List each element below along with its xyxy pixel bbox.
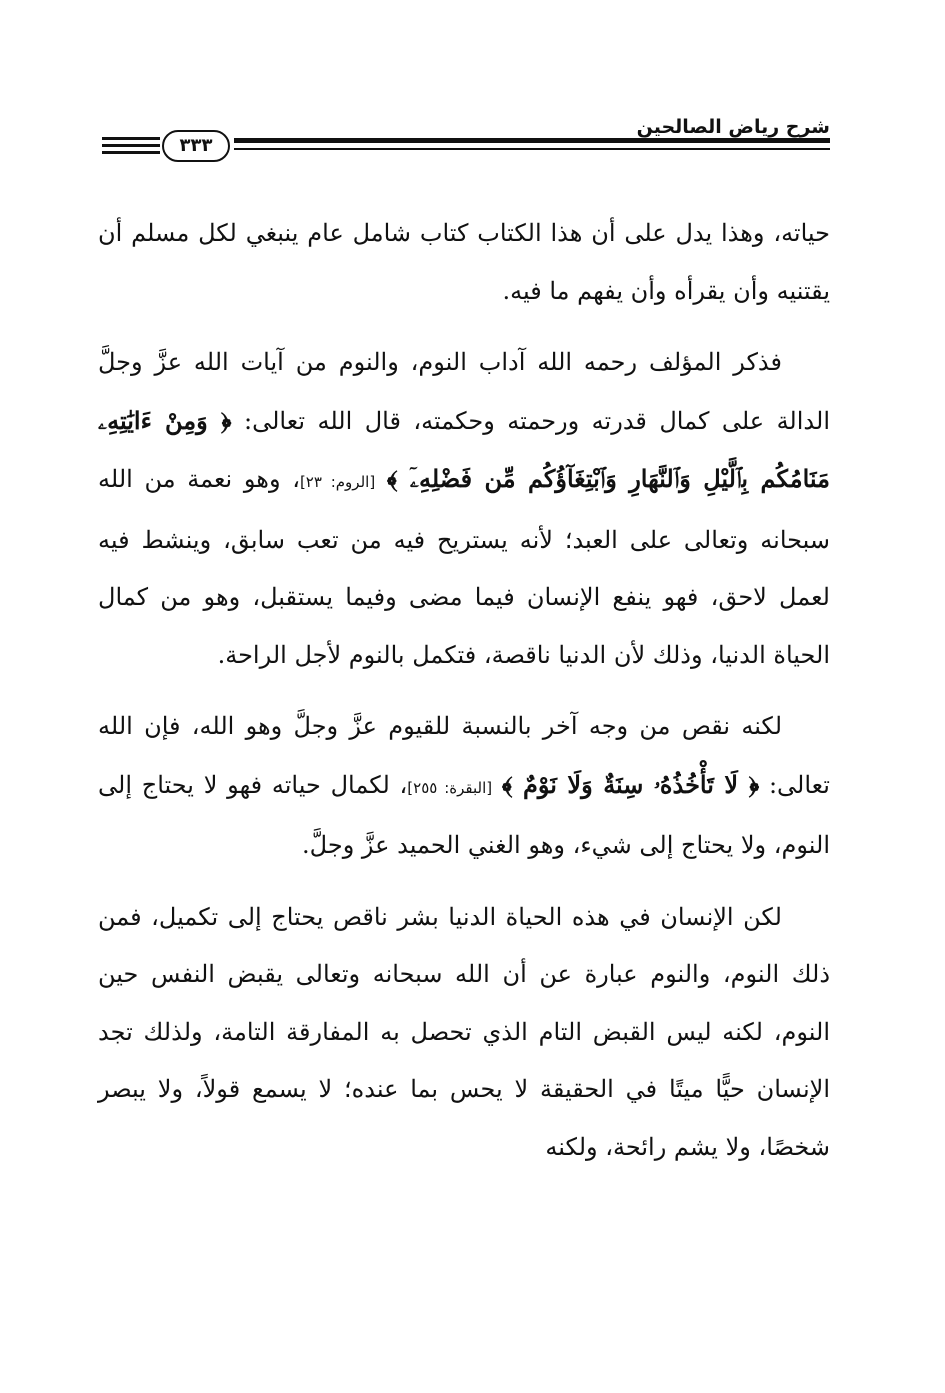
quran-verse-rum: ﴿ وَمِنْ ءَايَٰتِهِۦ مَنَامُكُم بِٱلَّيْلِ وَٱلنَّهَارِ وَٱبْتِغَآؤُكُم مِّن فَضْلِهِۦٓ ﴾ bbox=[98, 405, 830, 493]
page-body bbox=[98, 205, 830, 1190]
book-title: شرح رياض الصالحين bbox=[636, 116, 830, 138]
header-rule-right-2 bbox=[234, 148, 830, 150]
paragraph-3-rest: ، لكمال حياته فهو لا يحتاج إلى النوم، ولا يحتاج إلى شيء، وهو الغني الحميد عزَّ وجلَّ. bbox=[98, 770, 830, 859]
header-rule-left-3 bbox=[102, 151, 160, 154]
header-rule-left-2 bbox=[102, 144, 160, 147]
paragraph-1: حياته، وهذا يدل على أن هذا الكتاب كتاب شامل عام ينبغي لكل مسلم أن يقتنيه وأن يقرأه وأن يفهم ما فيه. bbox=[98, 219, 831, 305]
paragraph-4: لكن الإنسان في هذه الحياة الدنيا بشر ناقص يحتاج إلى تكميل، فمن ذلك النوم، والنوم عبارة عن أن الله سبحانه وتعالى يقبض النفس حين النوم، لكنه ليس القبض التام الذي تحصل به المفارقة التامة، ولذلك تجد الإنسان حيًّا ميتًا في الحقيقة لا يحس بما عنده؛ لا يسمع قولاً، ولا يبصر شخصًا، ولا يشم رائحة، ولكنه bbox=[98, 902, 830, 1161]
paragraph-2-intro: فذكر المؤلف رحمه الله آداب النوم، والنوم من آيات الله عزَّ وجلَّ الدالة على كمال قدرته ورحمته وحكمته، قال الله تعالى: bbox=[98, 348, 830, 435]
verse-reference-baqarah: [البقرة: ٢٥٥] bbox=[407, 778, 493, 797]
page-number-badge: ٣٣٣ bbox=[162, 130, 230, 162]
verse-reference-rum: [الروم: ٢٣] bbox=[299, 473, 376, 491]
paragraph-2 bbox=[98, 334, 830, 684]
paragraph-2-rest: ، وهو نعمة من الله سبحانه وتعالى على العبد؛ لأنه يستريح فيه من تعب سابق، وينشط فيه لعمل لاحق، فهو ينفع الإنسان فيما مضى وفيما يستقبل، وهو من كمال الحياة الدنيا، وذلك لأن الدنيا ناقصة، فتكمل بالنوم لأجل الراحة. bbox=[98, 465, 830, 669]
quran-verse-baqarah: ﴿ لَا تَأْخُذُهُۥ سِنَةٌ وَلَا نَوْمٌ ﴾ bbox=[501, 769, 760, 799]
header-rule-right-1 bbox=[234, 138, 830, 143]
paragraph-3-intro: لكنه نقص من وجه آخر بالنسبة للقيوم عزَّ وجلَّ وهو الله، فإن الله تعالى: bbox=[98, 712, 830, 799]
running-header bbox=[100, 112, 830, 162]
header-rule-left-1 bbox=[102, 137, 160, 140]
paragraph-3 bbox=[98, 698, 830, 875]
